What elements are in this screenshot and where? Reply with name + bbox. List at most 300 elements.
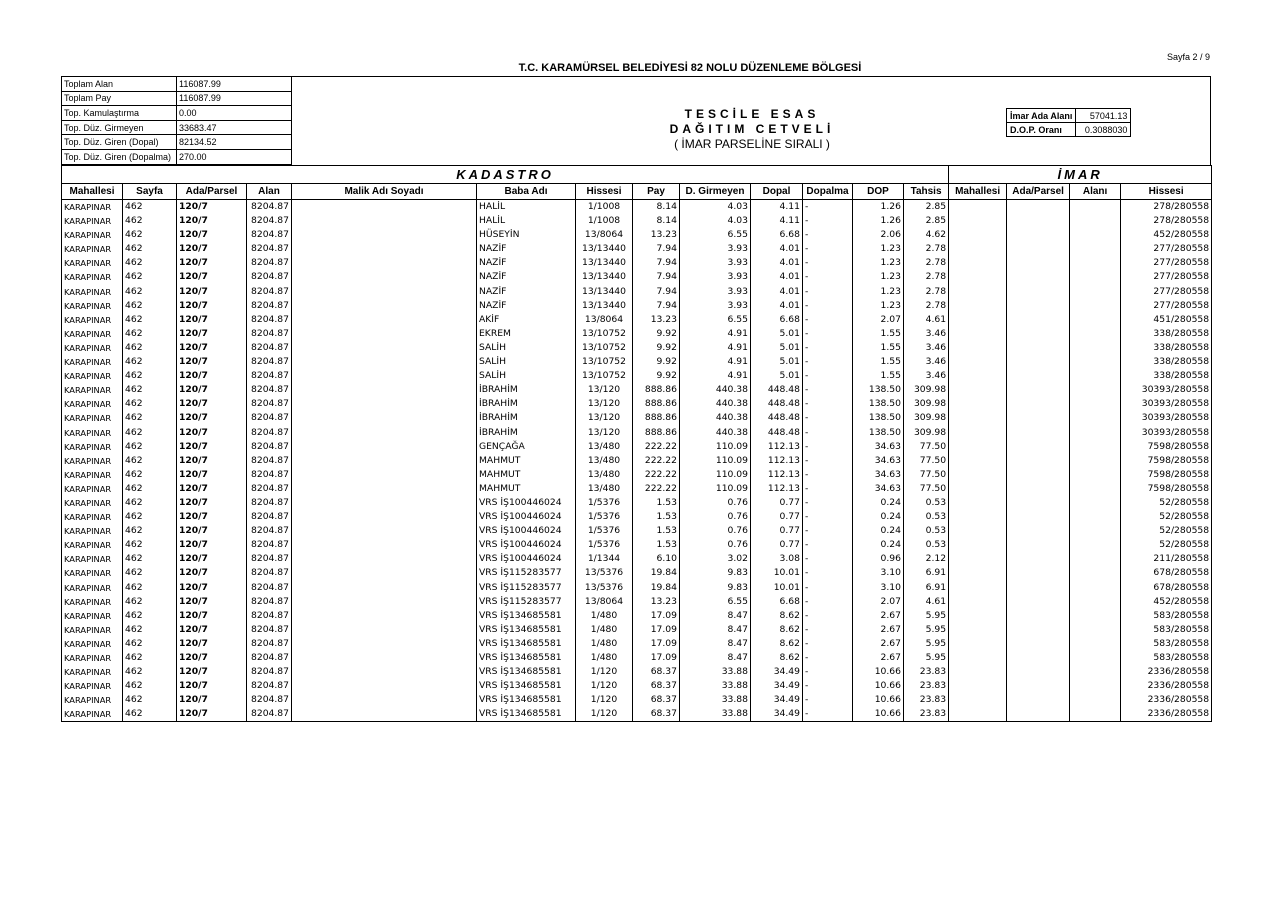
table-cell: 9.92 (633, 327, 680, 341)
table-cell: 120/7 (177, 270, 247, 284)
table-cell: 2.67 (853, 609, 904, 623)
table-cell (292, 270, 477, 284)
table-cell (1007, 270, 1070, 284)
table-cell: 8204.87 (247, 285, 292, 299)
table-cell (1007, 214, 1070, 228)
table-cell: 8204.87 (247, 369, 292, 383)
table-cell: 7598/280558 (1121, 468, 1212, 482)
table-cell: 8.47 (680, 637, 751, 651)
table-cell: KARAPINAR (62, 355, 123, 369)
table-cell: 1.55 (853, 341, 904, 355)
table-cell (949, 609, 1007, 623)
table-cell: 110.09 (680, 440, 751, 454)
table-cell: 10.01 (751, 581, 803, 595)
summary-value: 116087.99 (177, 91, 292, 106)
table-cell (292, 426, 477, 440)
table-row (62, 200, 1212, 215)
table-cell: 120/7 (177, 510, 247, 524)
table-cell (1070, 637, 1121, 651)
table-row (62, 609, 1212, 623)
table-cell: 8204.87 (247, 383, 292, 397)
table-cell (292, 369, 477, 383)
table-row (62, 468, 1212, 482)
column-header: Pay (633, 184, 680, 200)
table-row (62, 341, 1212, 355)
table-cell: HALİL (477, 214, 576, 228)
table-cell: 138.50 (853, 411, 904, 425)
table-cell: 8.47 (680, 651, 751, 665)
table-cell: 7.94 (633, 299, 680, 313)
table-cell: 8204.87 (247, 637, 292, 651)
table-cell (1070, 383, 1121, 397)
table-cell: 23.83 (904, 693, 949, 707)
table-cell (292, 242, 477, 256)
table-cell: 0.77 (751, 524, 803, 538)
column-header: Alanı (1070, 184, 1121, 200)
table-cell: 8204.87 (247, 270, 292, 284)
table-cell: - (803, 299, 853, 313)
table-cell: 6.10 (633, 552, 680, 566)
table-cell (1007, 383, 1070, 397)
table-cell (1070, 327, 1121, 341)
table-cell: 462 (123, 214, 177, 228)
table-cell: 6.68 (751, 228, 803, 242)
table-cell: 1.26 (853, 214, 904, 228)
table-cell: 6.91 (904, 581, 949, 595)
summary-value: 270.00 (177, 149, 292, 164)
table-cell: 8204.87 (247, 440, 292, 454)
table-row (62, 256, 1212, 270)
table-row (62, 299, 1212, 313)
table-cell (292, 693, 477, 707)
table-cell: - (803, 313, 853, 327)
table-cell (292, 496, 477, 510)
table-cell (292, 341, 477, 355)
table-cell: VRS İŞ134685581 (477, 707, 576, 722)
table-cell: 1.26 (853, 200, 904, 215)
table-cell: 277/280558 (1121, 256, 1212, 270)
table-cell: 1.55 (853, 369, 904, 383)
table-cell: 8204.87 (247, 341, 292, 355)
table-cell: 462 (123, 327, 177, 341)
table-cell: 222.22 (633, 454, 680, 468)
table-cell: 5.01 (751, 341, 803, 355)
table-cell: NAZİF (477, 270, 576, 284)
summary-value: 33683.47 (177, 120, 292, 135)
table-cell: 8204.87 (247, 242, 292, 256)
table-cell: 120/7 (177, 595, 247, 609)
table-cell (949, 566, 1007, 580)
table-cell: 13/8064 (576, 313, 633, 327)
table-cell: - (803, 707, 853, 722)
table-cell: - (803, 341, 853, 355)
table-cell: KARAPINAR (62, 200, 123, 215)
table-cell: 138.50 (853, 426, 904, 440)
table-cell: VRS İŞ134685581 (477, 679, 576, 693)
table-cell (1007, 482, 1070, 496)
table-cell (1007, 397, 1070, 411)
table-cell: 8204.87 (247, 214, 292, 228)
table-row (62, 595, 1212, 609)
table-cell: 3.46 (904, 327, 949, 341)
table-cell: 3.93 (680, 285, 751, 299)
table-cell (949, 651, 1007, 665)
table-cell: 112.13 (751, 454, 803, 468)
table-cell: 1.23 (853, 299, 904, 313)
summary-label: Top. Düz. Giren (Dopal) (62, 135, 177, 150)
table-cell (292, 623, 477, 637)
table-cell: 448.48 (751, 397, 803, 411)
table-cell: VRS İŞ134685581 (477, 651, 576, 665)
column-header: DOP (853, 184, 904, 200)
table-cell: - (803, 651, 853, 665)
table-cell: 462 (123, 285, 177, 299)
column-header: Ada/Parsel (1007, 184, 1070, 200)
imar-info-box (1006, 108, 1131, 137)
table-cell (292, 679, 477, 693)
table-cell: 68.37 (633, 679, 680, 693)
table-cell: 4.61 (904, 313, 949, 327)
table-cell (949, 440, 1007, 454)
table-cell: KARAPINAR (62, 397, 123, 411)
table-cell: 8204.87 (247, 609, 292, 623)
table-cell (949, 200, 1007, 215)
table-cell: 7.94 (633, 270, 680, 284)
table-cell (292, 552, 477, 566)
table-cell (1007, 496, 1070, 510)
table-cell (292, 327, 477, 341)
table-cell: 0.24 (853, 538, 904, 552)
table-row (62, 313, 1212, 327)
table-cell: 120/7 (177, 327, 247, 341)
table-cell: VRS İŞ115283577 (477, 581, 576, 595)
table-row (62, 651, 1212, 665)
table-cell: 1/120 (576, 679, 633, 693)
table-cell: 3.02 (680, 552, 751, 566)
table-cell (1007, 256, 1070, 270)
table-cell (1007, 369, 1070, 383)
table-cell: NAZİF (477, 285, 576, 299)
table-cell: 120/7 (177, 454, 247, 468)
table-cell: 0.24 (853, 524, 904, 538)
table-cell: 222.22 (633, 440, 680, 454)
table-cell: 17.09 (633, 637, 680, 651)
table-cell: 5.01 (751, 327, 803, 341)
table-cell: 8204.87 (247, 397, 292, 411)
table-cell: 1.55 (853, 327, 904, 341)
table-cell (949, 327, 1007, 341)
table-cell (1070, 665, 1121, 679)
table-cell: 8204.87 (247, 313, 292, 327)
table-cell: - (803, 411, 853, 425)
table-cell: 52/280558 (1121, 524, 1212, 538)
table-cell (1070, 440, 1121, 454)
table-row (62, 411, 1212, 425)
table-row (62, 482, 1212, 496)
table-cell (1070, 566, 1121, 580)
table-cell: 8204.87 (247, 665, 292, 679)
table-cell (949, 496, 1007, 510)
table-cell: 110.09 (680, 454, 751, 468)
table-row (62, 440, 1212, 454)
table-cell: 2.78 (904, 242, 949, 256)
table-cell: 68.37 (633, 665, 680, 679)
table-cell: 2336/280558 (1121, 693, 1212, 707)
table-cell: VRS İŞ100446024 (477, 496, 576, 510)
table-cell: VRS İŞ134685581 (477, 693, 576, 707)
table-cell: 2.67 (853, 623, 904, 637)
table-cell: 8.47 (680, 623, 751, 637)
table-cell: 8204.87 (247, 679, 292, 693)
table-cell: 6.68 (751, 313, 803, 327)
table-cell: 34.63 (853, 454, 904, 468)
table-cell (292, 510, 477, 524)
table-cell: 8204.87 (247, 496, 292, 510)
table-cell: 1/1008 (576, 200, 633, 215)
table-cell: 4.91 (680, 341, 751, 355)
summary-label: Top. Düz. Girmeyen (62, 120, 177, 135)
table-cell: MAHMUT (477, 482, 576, 496)
table-cell: 52/280558 (1121, 496, 1212, 510)
table-cell: - (803, 581, 853, 595)
table-cell: 23.83 (904, 679, 949, 693)
table-cell (1070, 270, 1121, 284)
summary-row (62, 91, 292, 106)
table-cell (949, 581, 1007, 595)
table-cell: 34.63 (853, 482, 904, 496)
table-cell: 120/7 (177, 679, 247, 693)
table-cell: 277/280558 (1121, 285, 1212, 299)
table-cell: 462 (123, 581, 177, 595)
table-cell: 0.76 (680, 524, 751, 538)
table-cell: 120/7 (177, 651, 247, 665)
table-cell: 19.84 (633, 581, 680, 595)
table-cell: 5.95 (904, 609, 949, 623)
table-cell: 120/7 (177, 538, 247, 552)
table-cell: - (803, 679, 853, 693)
summary-row (62, 120, 292, 135)
table-cell: 222.22 (633, 468, 680, 482)
table-cell: 120/7 (177, 496, 247, 510)
table-cell: 678/280558 (1121, 566, 1212, 580)
table-cell: KARAPINAR (62, 637, 123, 651)
table-cell: 3.93 (680, 270, 751, 284)
table-cell: 8204.87 (247, 538, 292, 552)
table-cell: 34.49 (751, 679, 803, 693)
table-cell: 120/7 (177, 341, 247, 355)
table-cell (1007, 454, 1070, 468)
table-cell: 4.01 (751, 285, 803, 299)
table-cell (1007, 595, 1070, 609)
table-cell (1070, 426, 1121, 440)
table-cell: 338/280558 (1121, 355, 1212, 369)
table-cell: 3.10 (853, 581, 904, 595)
table-cell: 0.77 (751, 538, 803, 552)
table-cell: 309.98 (904, 411, 949, 425)
table-cell: KARAPINAR (62, 468, 123, 482)
table-cell: - (803, 609, 853, 623)
table-cell: - (803, 285, 853, 299)
table-cell (292, 397, 477, 411)
table-cell: 462 (123, 524, 177, 538)
table-cell: 23.83 (904, 707, 949, 722)
table-cell: 1.55 (853, 355, 904, 369)
table-row (62, 510, 1212, 524)
table-cell: 2.67 (853, 651, 904, 665)
table-cell: 1/120 (576, 665, 633, 679)
document-title: T.C. KARAMÜRSEL BELEDİYESİ 82 NOLU DÜZENLEME BÖLGESİ (518, 62, 862, 74)
table-cell: 440.38 (680, 426, 751, 440)
table-cell: 10.66 (853, 693, 904, 707)
table-cell (949, 411, 1007, 425)
table-cell: - (803, 468, 853, 482)
table-cell: VRS İŞ100446024 (477, 538, 576, 552)
table-cell (949, 524, 1007, 538)
table-cell: KARAPINAR (62, 454, 123, 468)
table-cell: 462 (123, 595, 177, 609)
table-cell: 448.48 (751, 383, 803, 397)
table-cell: 4.03 (680, 200, 751, 215)
table-cell (292, 214, 477, 228)
table-cell: 30393/280558 (1121, 411, 1212, 425)
table-cell: 462 (123, 468, 177, 482)
column-header: Mahallesi (949, 184, 1007, 200)
table-cell: 30393/280558 (1121, 383, 1212, 397)
table-cell: 462 (123, 679, 177, 693)
table-cell: - (803, 637, 853, 651)
table-cell: 112.13 (751, 482, 803, 496)
table-cell: 277/280558 (1121, 242, 1212, 256)
table-cell: 13/120 (576, 411, 633, 425)
summary-label: Top. Düz. Giren (Dopalma) (62, 149, 177, 164)
table-cell: 110.09 (680, 482, 751, 496)
table-cell: 462 (123, 454, 177, 468)
section-kadastro: KADASTRO (62, 166, 949, 184)
table-cell: 30393/280558 (1121, 397, 1212, 411)
table-cell: 2.78 (904, 285, 949, 299)
table-row (62, 581, 1212, 595)
table-cell (949, 454, 1007, 468)
table-cell: 440.38 (680, 411, 751, 425)
table-cell (949, 256, 1007, 270)
table-row (62, 369, 1212, 383)
table-cell: 13/480 (576, 482, 633, 496)
table-cell (292, 707, 477, 722)
table-cell (1070, 397, 1121, 411)
summary-row (62, 106, 292, 121)
table-cell: SALİH (477, 341, 576, 355)
table-cell: 462 (123, 510, 177, 524)
table-cell: 77.50 (904, 440, 949, 454)
table-cell (1070, 313, 1121, 327)
table-cell (1070, 468, 1121, 482)
table-cell: 278/280558 (1121, 214, 1212, 228)
table-cell (1007, 552, 1070, 566)
table-cell: KARAPINAR (62, 566, 123, 580)
table-cell (1070, 693, 1121, 707)
table-cell: İBRAHİM (477, 411, 576, 425)
table-cell: 0.76 (680, 496, 751, 510)
table-cell: 3.10 (853, 566, 904, 580)
table-cell: 462 (123, 496, 177, 510)
table-cell: 1.23 (853, 285, 904, 299)
table-cell (1007, 679, 1070, 693)
table-cell: 120/7 (177, 200, 247, 215)
table-cell: 3.93 (680, 299, 751, 313)
center-title-line1: TESCİLE ESAS (684, 107, 820, 121)
table-cell: 8204.87 (247, 595, 292, 609)
table-cell (292, 524, 477, 538)
table-cell (292, 200, 477, 215)
table-cell: 6.55 (680, 313, 751, 327)
table-cell: SALİH (477, 369, 576, 383)
table-cell: 583/280558 (1121, 623, 1212, 637)
table-cell: 120/7 (177, 637, 247, 651)
center-title (562, 107, 942, 152)
table-cell (1070, 595, 1121, 609)
table-cell: NAZİF (477, 242, 576, 256)
table-cell (949, 707, 1007, 722)
table-cell: 462 (123, 665, 177, 679)
table-cell: 8204.87 (247, 552, 292, 566)
table-cell: 112.13 (751, 468, 803, 482)
table-cell: 8204.87 (247, 623, 292, 637)
table-cell (292, 299, 477, 313)
table-cell: 33.88 (680, 679, 751, 693)
table-cell (292, 637, 477, 651)
table-cell: 5.01 (751, 355, 803, 369)
table-cell: 8.62 (751, 609, 803, 623)
table-cell: 120/7 (177, 581, 247, 595)
table-row (62, 679, 1212, 693)
table-cell: 1.53 (633, 538, 680, 552)
table-cell: 0.77 (751, 496, 803, 510)
table-cell: 34.63 (853, 440, 904, 454)
table-cell: - (803, 566, 853, 580)
table-cell: 68.37 (633, 693, 680, 707)
table-cell: 8204.87 (247, 200, 292, 215)
table-cell: KARAPINAR (62, 581, 123, 595)
table-cell: 120/7 (177, 242, 247, 256)
table-cell (1070, 285, 1121, 299)
table-cell: VRS İŞ100446024 (477, 552, 576, 566)
table-cell (1007, 651, 1070, 665)
table-cell: - (803, 693, 853, 707)
table-cell: 451/280558 (1121, 313, 1212, 327)
table-cell (292, 566, 477, 580)
table-cell (1070, 299, 1121, 313)
table-cell (1007, 538, 1070, 552)
table-cell: 888.86 (633, 411, 680, 425)
summary-row (62, 149, 292, 164)
table-cell (949, 270, 1007, 284)
table-cell: VRS İŞ100446024 (477, 510, 576, 524)
table-cell: KARAPINAR (62, 707, 123, 722)
table-cell (292, 581, 477, 595)
table-cell (292, 665, 477, 679)
header-box (61, 76, 1211, 165)
table-cell (1070, 552, 1121, 566)
table-cell: 4.11 (751, 200, 803, 215)
table-cell: 4.01 (751, 256, 803, 270)
table-cell (292, 595, 477, 609)
table-row (62, 397, 1212, 411)
table-cell: 13/5376 (576, 581, 633, 595)
page-number: Sayfa 2 / 9 (1166, 52, 1210, 62)
table-cell: 0.53 (904, 496, 949, 510)
column-header: Ada/Parsel (177, 184, 247, 200)
column-header-row (62, 184, 1212, 200)
